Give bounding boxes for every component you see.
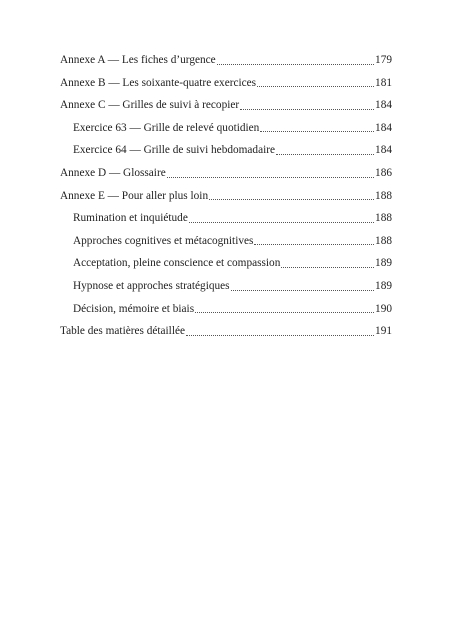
toc-entry-page: 184 [375, 144, 392, 157]
dot-leader [195, 311, 374, 313]
toc-entry-label: Annexe B — Les soixante-quatre exercices [60, 76, 257, 89]
dot-leader [186, 334, 374, 336]
toc-entry-exercice-64[interactable] [60, 139, 392, 162]
toc-entry-label: Hypnose et approches stratégiques [73, 279, 230, 292]
toc-entry-page: 181 [375, 76, 392, 89]
dot-leader [257, 85, 374, 87]
toc-entry-label: Table des matières détaillée [60, 325, 185, 338]
toc-entry-label: Exercice 63 — Grille de relevé quotidien [73, 121, 260, 134]
toc-entry-page: 184 [375, 99, 392, 112]
toc-entry-label: Approches cognitives et métacognitives [73, 234, 254, 247]
toc-entry-label: Annexe D — Glossaire [60, 166, 166, 179]
toc-entry-page: 191 [375, 325, 392, 338]
toc-entry-page: 188 [375, 189, 392, 202]
toc-entry-page: 184 [375, 121, 392, 134]
dot-leader [276, 153, 374, 155]
toc-entry-page: 189 [375, 279, 392, 292]
toc-entry-annexe-d[interactable] [60, 162, 392, 185]
toc-entry-label: Annexe C — Grilles de suivi à recopier [60, 99, 240, 112]
toc-entry-annexe-a[interactable] [60, 49, 392, 72]
dot-leader [231, 289, 375, 291]
toc-entry-acceptation[interactable] [60, 252, 392, 275]
toc-entry-rumination[interactable] [60, 207, 392, 230]
toc-entry-annexe-c[interactable] [60, 94, 392, 117]
toc-entry-page: 188 [375, 234, 392, 247]
toc-entry-label: Rumination et inquiétude [73, 212, 188, 225]
toc-entry-label: Exercice 64 — Grille de suivi hebdomadaire [73, 144, 276, 157]
dot-leader [217, 63, 374, 65]
dot-leader [254, 243, 374, 245]
toc-entry-annexe-e[interactable] [60, 185, 392, 208]
toc-entry-table-des-matieres[interactable] [60, 320, 392, 343]
toc-entry-page: 188 [375, 212, 392, 225]
toc-entry-decision[interactable] [60, 298, 392, 321]
toc-entry-label: Acceptation, pleine conscience et compassion [73, 257, 281, 270]
dot-leader [260, 130, 374, 132]
toc-entry-page: 189 [375, 257, 392, 270]
toc-entry-exercice-63[interactable] [60, 117, 392, 140]
dot-leader [240, 108, 374, 110]
toc-entry-hypnose[interactable] [60, 275, 392, 298]
dot-leader [281, 266, 374, 268]
table-of-contents [60, 49, 392, 343]
dot-leader [167, 176, 374, 178]
dot-leader [189, 221, 374, 223]
toc-entry-page: 190 [375, 302, 392, 315]
toc-entry-label: Décision, mémoire et biais [73, 302, 195, 315]
toc-entry-label: Annexe A — Les fiches d’urgence [60, 54, 216, 66]
toc-entry-page: 179 [375, 54, 392, 66]
toc-entry-annexe-b[interactable] [60, 72, 392, 95]
toc-entry-label: Annexe E — Pour aller plus loin [60, 189, 209, 202]
toc-entry-page: 186 [375, 166, 392, 179]
dot-leader [209, 198, 374, 200]
toc-entry-approches-cognitives[interactable] [60, 230, 392, 253]
